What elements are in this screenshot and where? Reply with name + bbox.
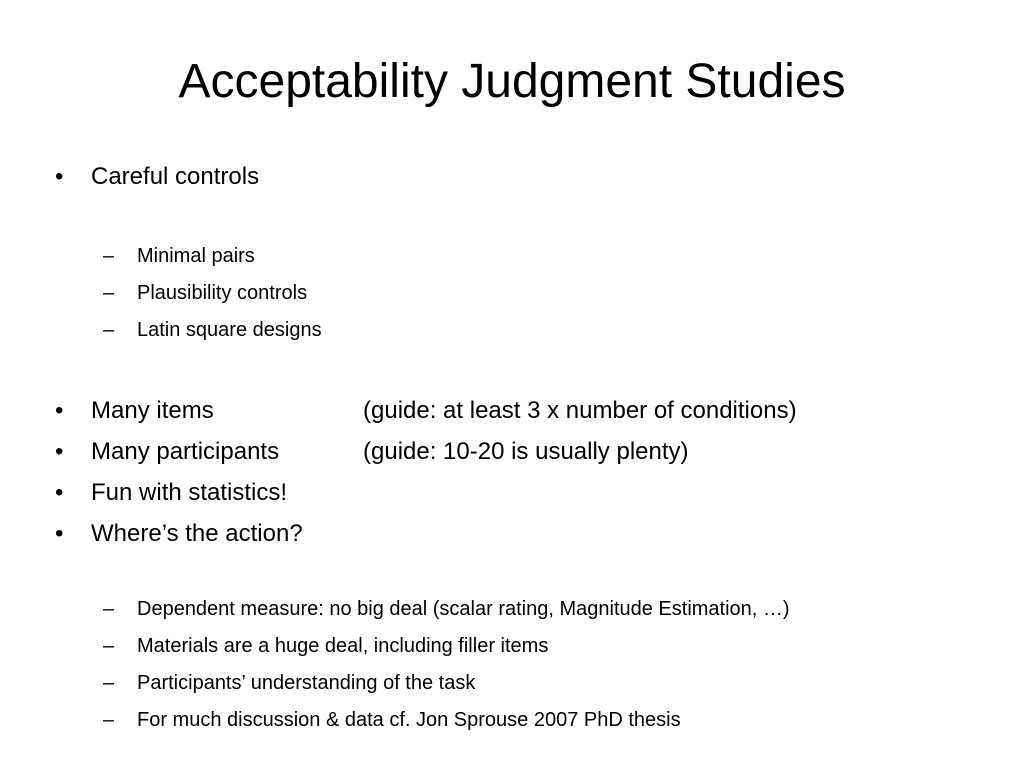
sub-bullet-marker: – (103, 672, 115, 694)
sub-bullet-marker: – (103, 635, 115, 657)
bullet-marker: • (55, 479, 64, 506)
bullet-guide-note: (guide: at least 3 x number of conditions) (363, 397, 797, 424)
sub-bullet-marker: – (103, 709, 115, 731)
bullet-guide-note: (guide: 10-20 is usually plenty) (363, 438, 689, 465)
bullet-text: Where’s the action? (91, 520, 303, 547)
bullet-text: Careful controls (91, 163, 260, 190)
bullet-marker: • (55, 438, 64, 465)
sub-bullet-marker: – (103, 598, 115, 620)
bullet-marker: • (55, 520, 64, 547)
bullet-text: Many participants (91, 438, 280, 465)
bullet-text: Many items (91, 397, 214, 424)
sub-bullet-text: Latin square designs (137, 319, 322, 341)
sub-bullet-text: Minimal pairs (137, 245, 255, 267)
bullet-marker: • (55, 397, 64, 424)
sub-bullet-marker: – (103, 282, 115, 304)
sub-bullet-text: Dependent measure: no big deal (scalar rating, Magnitude Estimation, …) (137, 598, 790, 620)
sub-bullet-text: Materials are a huge deal, including filler items (137, 635, 549, 657)
sub-bullet-text: For much discussion & data cf. Jon Sprouse 2007 PhD thesis (137, 709, 681, 731)
slide-title: Acceptability Judgment Studies (178, 55, 846, 108)
sub-bullet-text: Participants’ understanding of the task (137, 672, 476, 694)
sub-bullet-marker: – (103, 245, 115, 267)
sub-bullet-text: Plausibility controls (137, 282, 308, 304)
bullet-text: Fun with statistics! (91, 479, 288, 506)
bullet-marker: • (55, 163, 64, 190)
sub-bullet-marker: – (103, 319, 115, 341)
